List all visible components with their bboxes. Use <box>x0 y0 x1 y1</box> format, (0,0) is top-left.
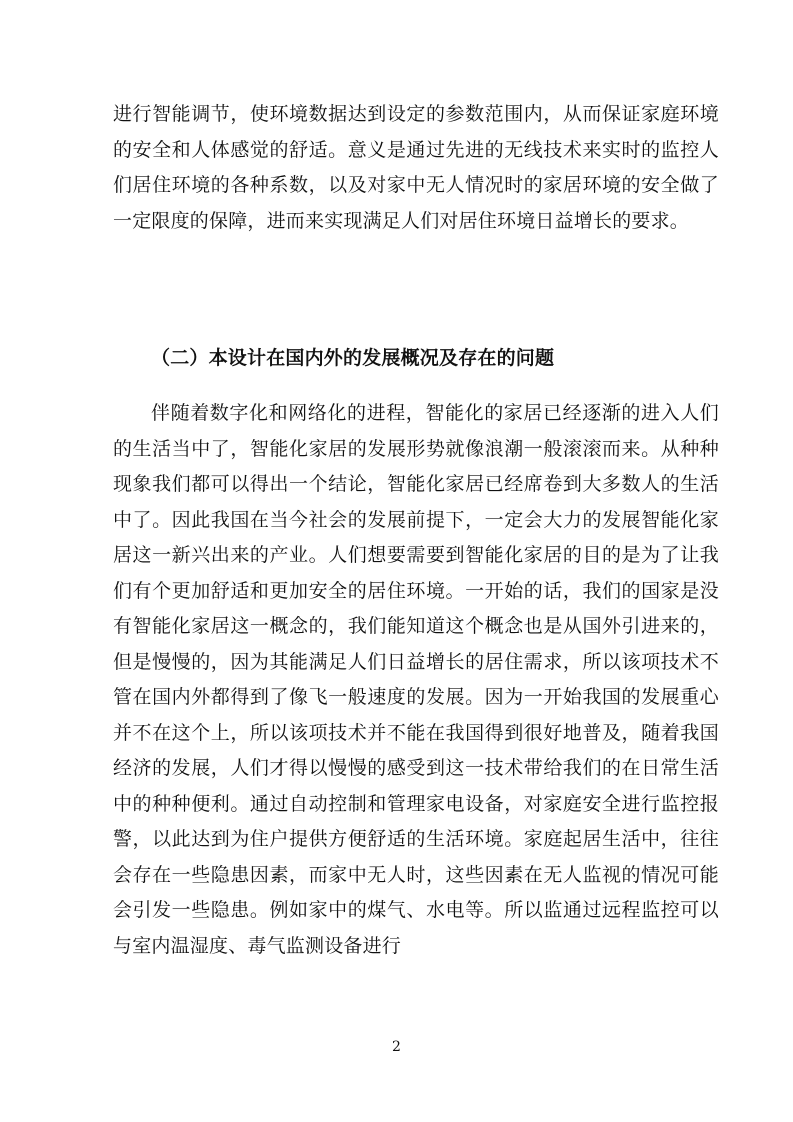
page-number: 2 <box>392 1039 401 1055</box>
body-paragraph-development-overview: 伴随着数字化和网络化的进程，智能化的家居已经逐渐的进入人们的生活当中了，智能化家居的发展形势就像浪潮一般滚滚而来。从种种现象我们都可以得出一个结论，智能化家居已经席卷到大多数人的生活中了。因此我国在当今社会的发展前提下，一定会大力的发展智能化家居这一新兴出来的产业。人们想要需要到智能化家居的目的是为了让我们有个更加舒适和更加安全的居住环境。一开始的话，我们的国家是没有智能化家居这一概念的，我们能知道这个概念也是从国外引进来的，但是慢慢的，因为其能满足人们日益增长的居住需求，所以该项技术不管在国内外都得到了像飞一般速度的发展。因为一开始我国的发展重心并不在这个上，所以该项技术并不能在我国得到很好地普及，随着我国经济的发展，人们才得以慢慢的感受到这一技术带给我们的在日常生活中的种种便利。通过自动控制和管理家电设备，对家庭安全进行监控报警，以此达到为住户提供方便舒适的生活环境。家庭起居生活中，往往会存在一些隐患因素，而家中无人时，这些因素在无人监视的情况可能会引发一些隐患。例如家中的煤气、水电等。所以监通过远程监控可以与室内温湿度、毒气监测设备进行 <box>113 402 719 957</box>
body-paragraph-continuation: 进行智能调节，使环境数据达到设定的参数范围内，从而保证家庭环境的安全和人体感觉的舒适。意义是通过先进的无线技术来实时的监控人们居住环境的各种系数，以及对家中无人情况时的家居环境的安全做了一定限度的保障，进而来实现满足人们对居住环境日益增长的要求。 <box>113 103 719 232</box>
section-heading: （二）本设计在国内外的发展概况及存在的问题 <box>151 347 555 369</box>
